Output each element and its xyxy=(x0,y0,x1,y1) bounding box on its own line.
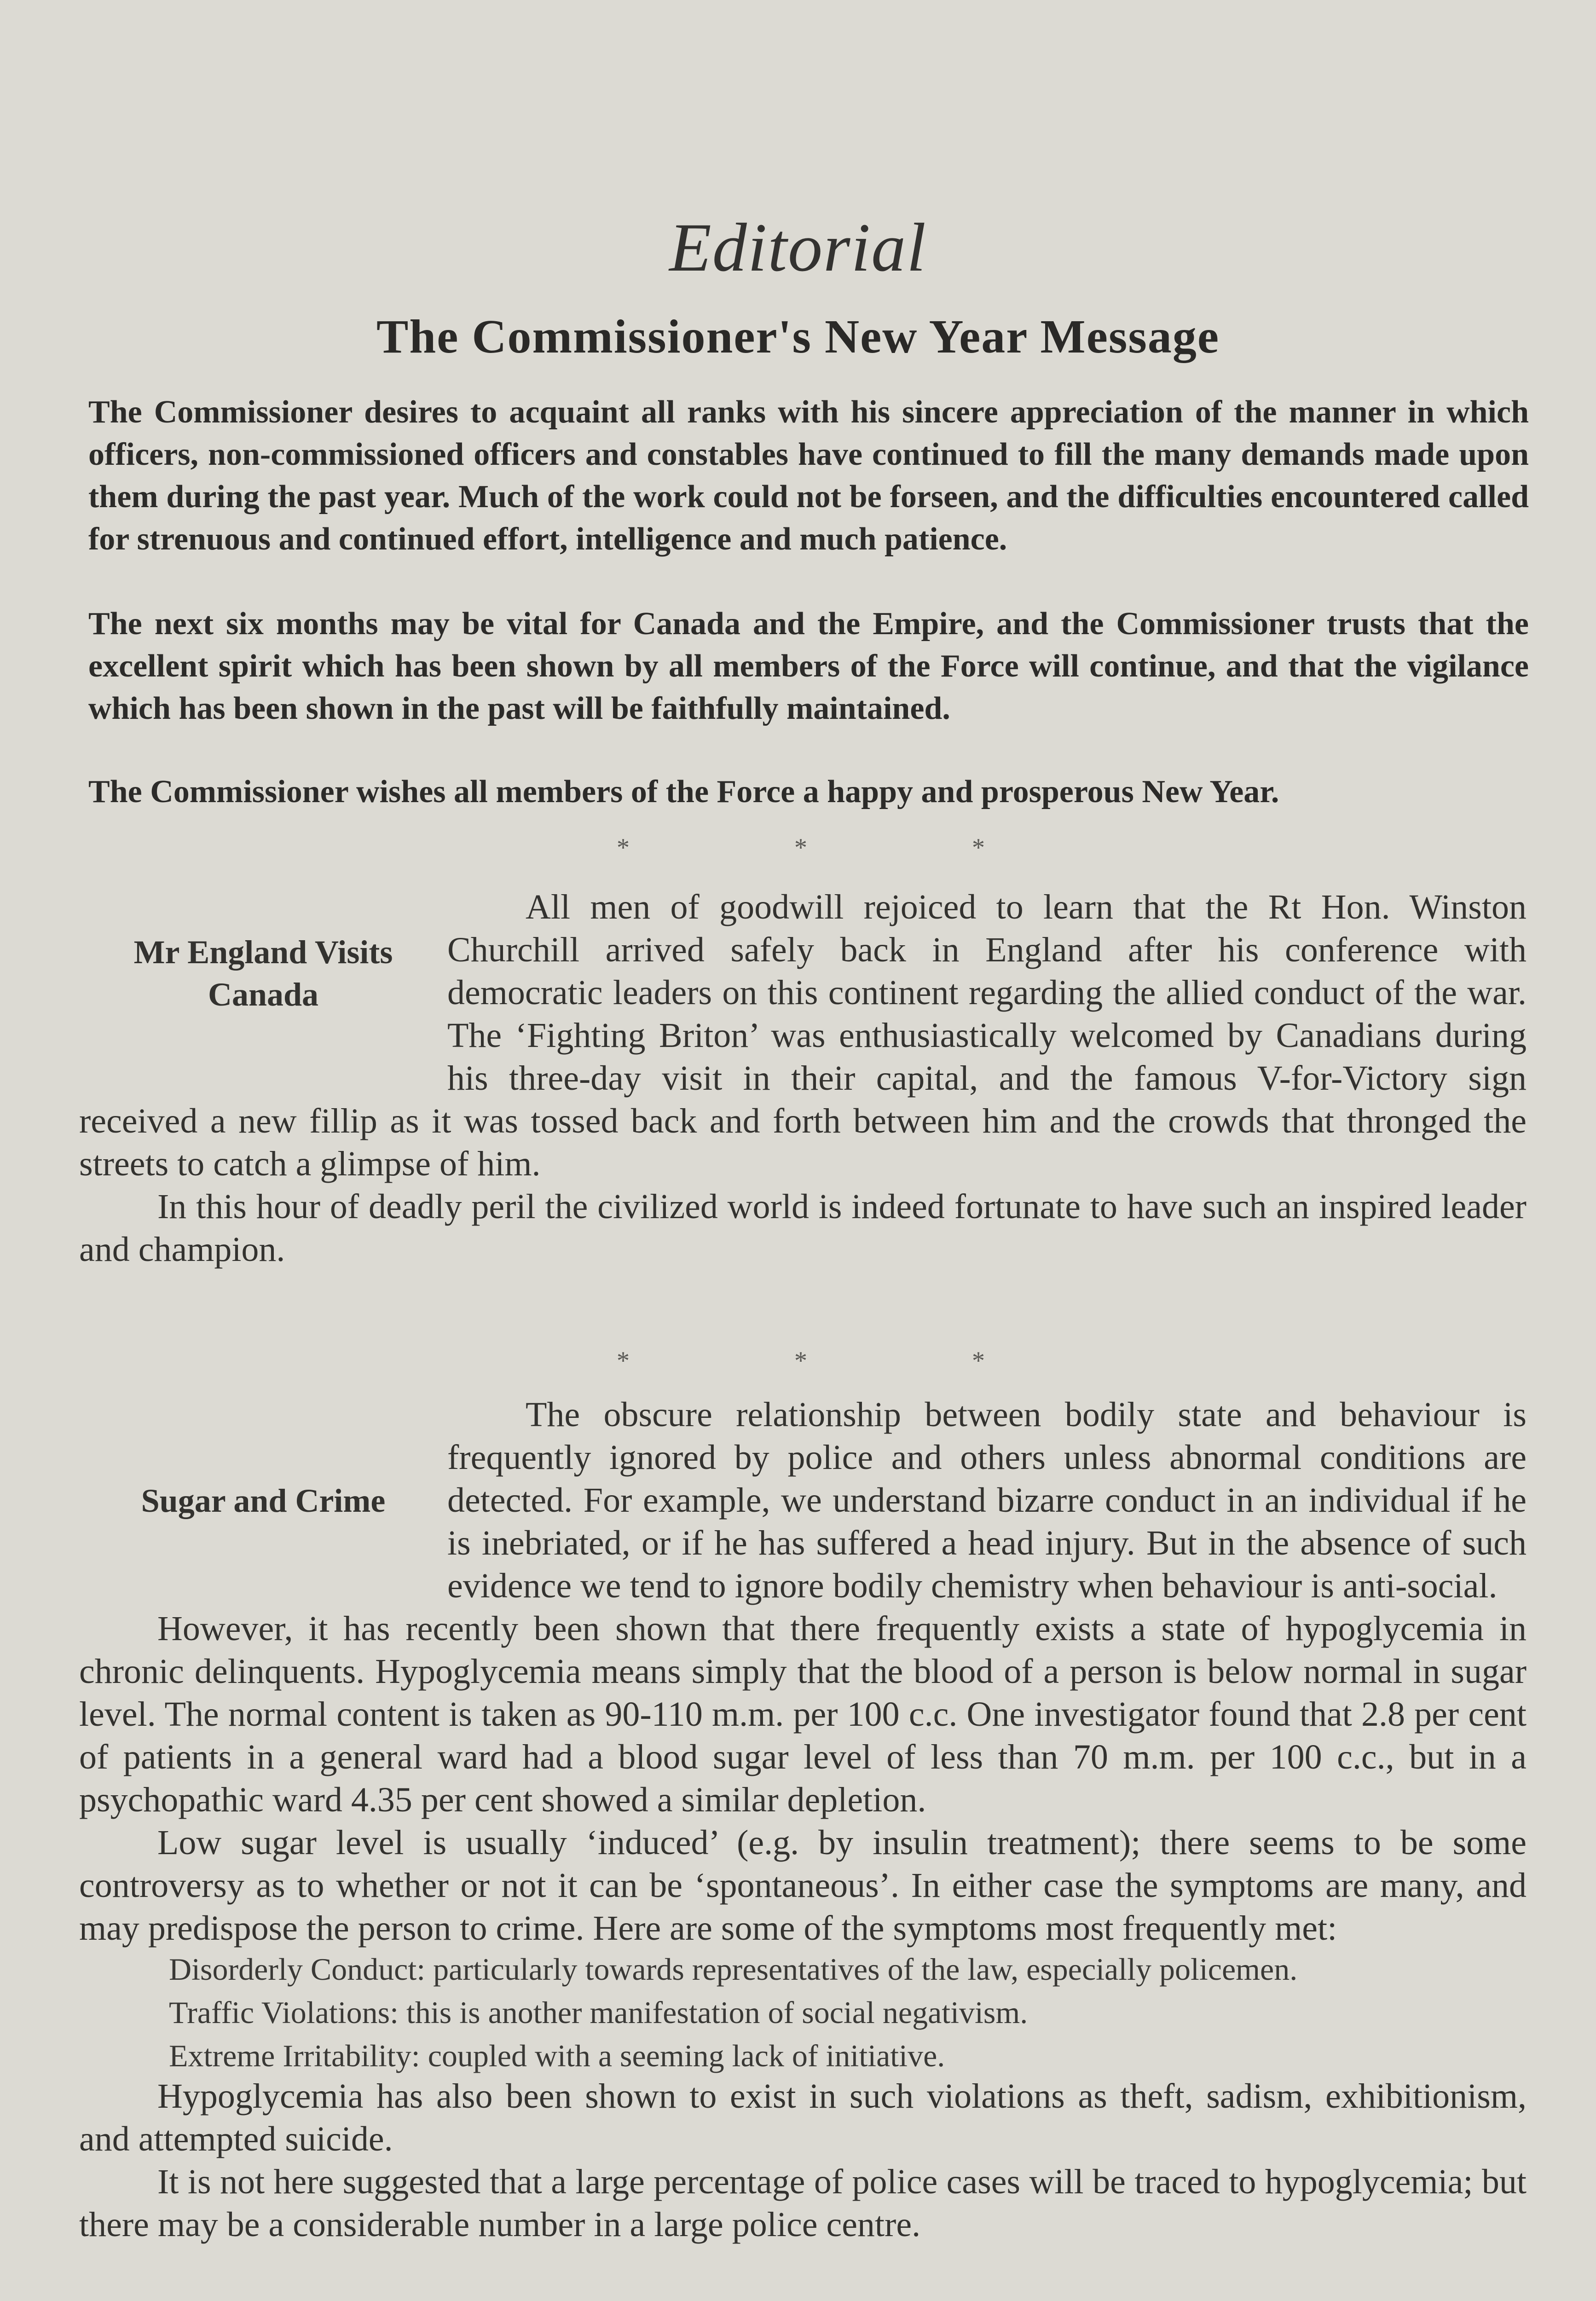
separator-star: * xyxy=(617,833,630,862)
article-sugar-crime xyxy=(79,1393,1527,2246)
separator-star: * xyxy=(794,1347,807,1375)
article-paragraph: Low sugar level is usually ‘induced’ (e.g. by insulin treatment); there seems to be some controversy as to whether or not it can be ‘spontaneous’. In either case the symptoms are many, and may predispose the person to crime. Here are some of the symptoms most frequently met: xyxy=(79,1823,1527,1948)
symptom-item: Traffic Violations: this is another manifestation of social negativism. xyxy=(169,1995,1028,2030)
section-separator xyxy=(617,833,985,862)
separator-star: * xyxy=(972,1347,985,1375)
article-paragraph: All men of goodwill rejoiced to learn that the Rt Hon. Winston Churchill arrived safely back in England after his conference with democratic leaders on this continent regarding the allied conduct of the war. The ‘Fighting Briton’ was enthusiastically welcomed by Canadians during his three-day visit in their capital, and the famous V-for-Victory sign received a new fillip as it was tossed back and forth between him and the crowds that thronged the streets to catch a glimpse of him. xyxy=(79,888,1527,1183)
separator-star: * xyxy=(794,833,807,862)
article-mr-england xyxy=(79,886,1527,1271)
article-paragraph: Hypoglycemia has also been shown to exist in such violations as theft, sadism, exhibitionism, and attempted suicide. xyxy=(79,2077,1527,2158)
side-heading: Mr England Visits Canada xyxy=(133,934,393,1013)
separator-star: * xyxy=(972,833,985,862)
article-paragraph: The obscure relationship between bodily state and behaviour is frequently ignored by police and others unless abnormal conditions are detected. For example, we understand bizarre conduct in an individual if he is inebriated, or if he has suffered a head injury. But in the absence of such evidence we tend to ignore bodily chemistry when behaviour is anti-social. xyxy=(447,1395,1527,1605)
message-paragraph: The next six months may be vital for Canada and the Empire, and the Commissioner trusts that the excellent spirit which has been shown by all members of the Force will continue, and that the vigilance which has been shown in the past will be faithfully maintained. xyxy=(88,606,1529,726)
symptom-item: Disorderly Conduct: particularly towards representatives of the law, especially policemen. xyxy=(169,1952,1298,1987)
message-paragraph: The Commissioner wishes all members of the Force a happy and prosperous New Year. xyxy=(88,774,1279,809)
editorial-title: Editorial xyxy=(669,209,927,286)
message-paragraph: The Commissioner desires to acquaint all ranks with his sincere appreciation of the manner in which officers, non-commissioned officers and constables have continued to fill the many demands made upon them during the past year. Much of the work could not be forseen, and the difficulties encountered called for strenuous and continued effort, intelligence and much patience. xyxy=(88,394,1529,557)
section-separator xyxy=(617,1346,985,1376)
symptom-item: Extreme Irritability: coupled with a seeming lack of initiative. xyxy=(169,2038,945,2073)
side-heading: Sugar and Crime xyxy=(141,1482,386,1519)
separator-star: * xyxy=(617,1347,630,1375)
message-heading: The Commissioner's New Year Message xyxy=(376,310,1220,363)
article-paragraph: However, it has recently been shown that there frequently exists a state of hypoglycemia in chronic delinquents. Hypoglycemia means simply that the blood of a person is below normal in sugar level. The normal content is taken as 90-110 m.m. per 100 c.c. One investigator found that 2.8 per cent of patients in a general ward had a blood sugar level of less than 70 m.m. per 100 c.c., but in a psychopathic ward 4.35 per cent showed a similar depletion. xyxy=(79,1609,1527,1819)
article-paragraph: It is not here suggested that a large percentage of police cases will be traced to hypoglycemia; but there may be a considerable number in a large police centre. xyxy=(79,2162,1527,2244)
article-paragraph: In this hour of deadly peril the civilized world is indeed fortunate to have such an inspired leader and champion. xyxy=(79,1187,1527,1269)
